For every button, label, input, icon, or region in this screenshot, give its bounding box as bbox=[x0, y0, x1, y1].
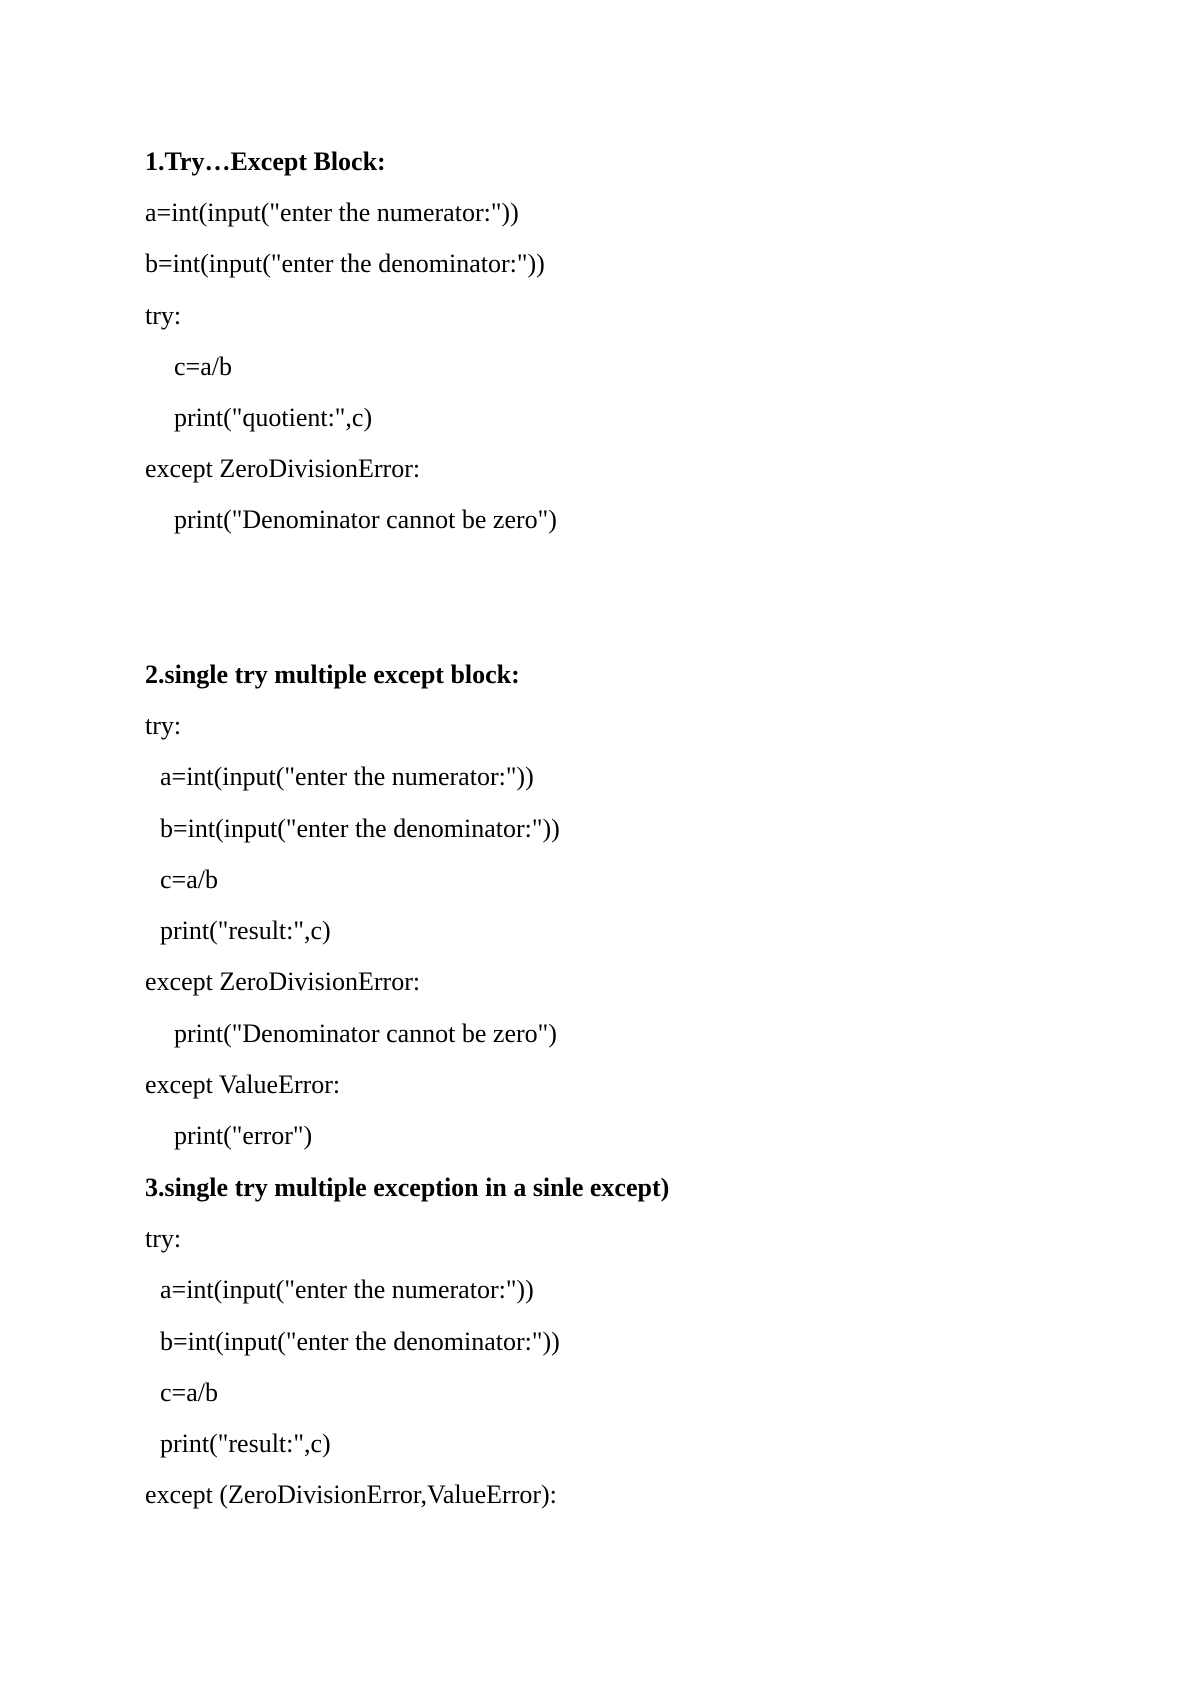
code-line: c=a/b bbox=[160, 1378, 218, 1407]
code-line: except (ZeroDivisionError,ValueError): bbox=[145, 1480, 557, 1509]
code-line: try: bbox=[145, 1224, 182, 1253]
code-line: print("error") bbox=[174, 1121, 313, 1150]
code-line: c=a/b bbox=[174, 352, 232, 381]
code-line: try: bbox=[145, 711, 182, 740]
section-3-heading: 3.single try multiple exception in a sinle except) bbox=[145, 1173, 670, 1202]
code-line: print("Denominator cannot be zero") bbox=[174, 505, 557, 534]
code-line: except ZeroDivisionError: bbox=[145, 454, 421, 483]
code-line: c=a/b bbox=[160, 865, 218, 894]
code-line: b=int(input("enter the denominator:")) bbox=[145, 249, 545, 278]
code-line: print("result:",c) bbox=[160, 916, 331, 945]
code-line: print("quotient:",c) bbox=[174, 403, 373, 432]
code-line: try: bbox=[145, 301, 182, 330]
code-line: b=int(input("enter the denominator:")) bbox=[160, 814, 560, 843]
code-line: b=int(input("enter the denominator:")) bbox=[160, 1327, 560, 1356]
code-line: print("result:",c) bbox=[160, 1429, 331, 1458]
section-2-heading: 2.single try multiple except block: bbox=[145, 660, 520, 689]
code-line: print("Denominator cannot be zero") bbox=[174, 1019, 557, 1048]
code-line: except ZeroDivisionError: bbox=[145, 967, 421, 996]
code-line: except ValueError: bbox=[145, 1070, 341, 1099]
section-1-heading: 1.Try…Except Block: bbox=[145, 147, 386, 176]
code-line: a=int(input("enter the numerator:")) bbox=[145, 198, 519, 227]
code-line: a=int(input("enter the numerator:")) bbox=[160, 762, 534, 791]
code-line: a=int(input("enter the numerator:")) bbox=[160, 1275, 534, 1304]
